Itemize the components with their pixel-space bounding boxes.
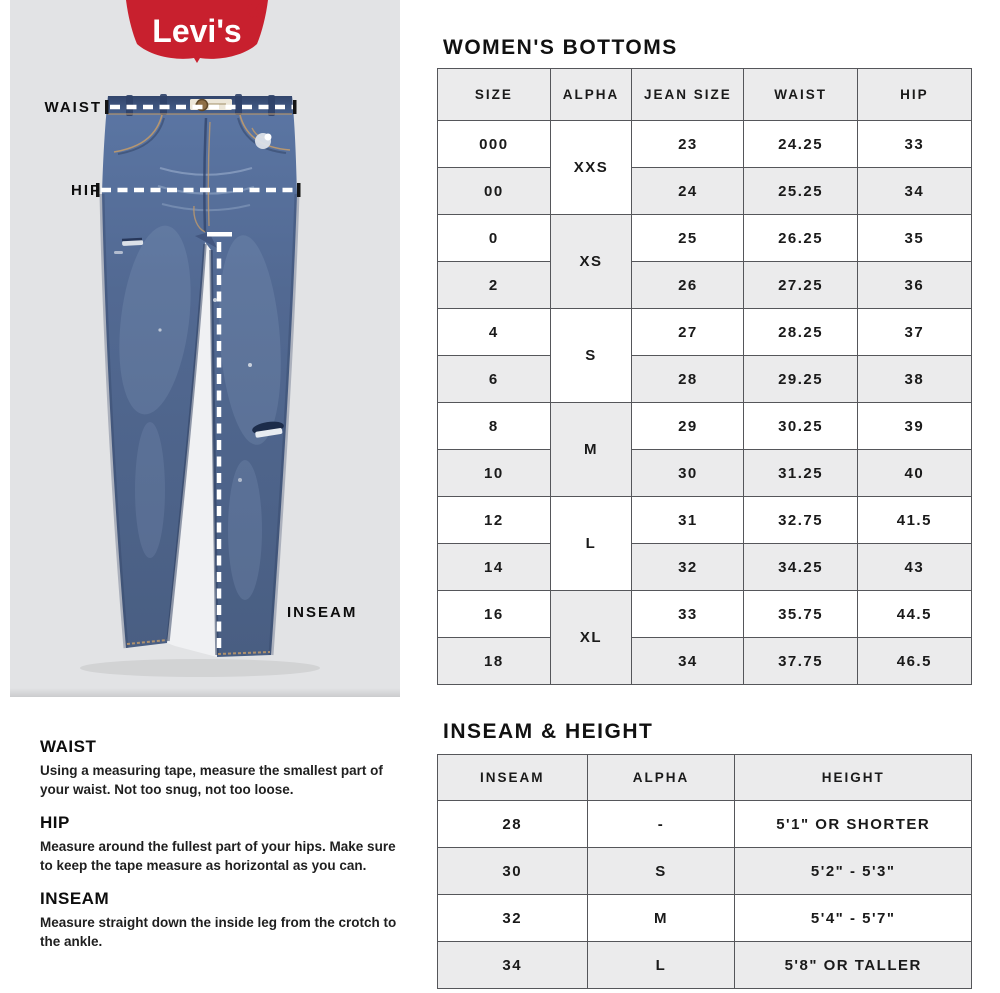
- data-cell: 6: [438, 356, 551, 403]
- registered-mark: ®: [246, 0, 264, 23]
- data-cell: 28: [632, 356, 744, 403]
- data-cell: 34: [857, 168, 971, 215]
- data-cell: 35.75: [744, 591, 857, 638]
- size-row: [438, 497, 972, 544]
- inseam-row: [438, 848, 972, 895]
- data-cell: 40: [857, 450, 971, 497]
- data-cell: 46.5: [857, 638, 971, 685]
- data-cell: 26.25: [744, 215, 857, 262]
- data-cell: 29.25: [744, 356, 857, 403]
- inseam-row: [438, 895, 972, 942]
- inseam-height-table: [437, 754, 972, 989]
- data-cell: S: [587, 848, 735, 895]
- guide-hip-text: Measure around the fullest part of your hips. Make sure to keep the tape measure as horizontal as you can.: [40, 839, 396, 873]
- header-cell: JEAN SIZE: [632, 69, 744, 121]
- header-row: [438, 69, 972, 121]
- womens-bottoms-table: [437, 68, 972, 685]
- data-cell: 30.25: [744, 403, 857, 450]
- alpha-cell: M: [550, 403, 632, 497]
- data-cell: 16: [438, 591, 551, 638]
- data-cell: 32.75: [744, 497, 857, 544]
- data-cell: 12: [438, 497, 551, 544]
- data-cell: 27: [632, 309, 744, 356]
- data-cell: 14: [438, 544, 551, 591]
- data-cell: 31.25: [744, 450, 857, 497]
- size-row: [438, 356, 972, 403]
- data-cell: 41.5: [857, 497, 971, 544]
- header-cell: ALPHA: [550, 69, 632, 121]
- data-cell: 18: [438, 638, 551, 685]
- size-row: [438, 215, 972, 262]
- data-cell: 5'2" - 5'3": [735, 848, 972, 895]
- header-cell: SIZE: [438, 69, 551, 121]
- data-cell: 32: [632, 544, 744, 591]
- guide-waist-text: Using a measuring tape, measure the smallest part of your waist. Not too snug, not too loose.: [40, 763, 383, 797]
- data-cell: 32: [438, 895, 588, 942]
- inseam-label: INSEAM: [287, 604, 358, 621]
- data-cell: 5'4" - 5'7": [735, 895, 972, 942]
- header-row: [438, 755, 972, 801]
- size-row: [438, 544, 972, 591]
- size-row: [438, 168, 972, 215]
- data-cell: 39: [857, 403, 971, 450]
- size-row: [438, 262, 972, 309]
- data-cell: 44.5: [857, 591, 971, 638]
- data-cell: 31: [632, 497, 744, 544]
- data-cell: 34: [632, 638, 744, 685]
- data-cell: 25.25: [744, 168, 857, 215]
- data-cell: 29: [632, 403, 744, 450]
- alpha-cell: L: [550, 497, 632, 591]
- data-cell: 25: [632, 215, 744, 262]
- alpha-cell: XXS: [550, 121, 632, 215]
- data-cell: 38: [857, 356, 971, 403]
- size-row: [438, 121, 972, 168]
- data-cell: 4: [438, 309, 551, 356]
- levis-logo-text: Levi's: [152, 13, 242, 49]
- data-cell: 30: [438, 848, 588, 895]
- data-cell: 5'1" OR SHORTER: [735, 801, 972, 848]
- data-cell: 00: [438, 168, 551, 215]
- data-cell: 23: [632, 121, 744, 168]
- jeans-shadow: [80, 659, 320, 677]
- inseam-row: [438, 942, 972, 989]
- data-cell: 28.25: [744, 309, 857, 356]
- header-cell: ALPHA: [587, 755, 735, 801]
- data-cell: 26: [632, 262, 744, 309]
- data-cell: -: [587, 801, 735, 848]
- size-row: [438, 309, 972, 356]
- data-cell: M: [587, 895, 735, 942]
- data-cell: 27.25: [744, 262, 857, 309]
- alpha-cell: S: [550, 309, 632, 403]
- guide-hip-heading: HIP: [40, 813, 70, 832]
- header-cell: HEIGHT: [735, 755, 972, 801]
- data-cell: 37.75: [744, 638, 857, 685]
- guide-waist-heading: WAIST: [40, 737, 97, 756]
- data-cell: 8: [438, 403, 551, 450]
- levis-batwing-icon: [126, 0, 268, 63]
- size-row: [438, 450, 972, 497]
- data-cell: 000: [438, 121, 551, 168]
- data-cell: 33: [857, 121, 971, 168]
- data-cell: 37: [857, 309, 971, 356]
- data-cell: L: [587, 942, 735, 989]
- data-cell: 34.25: [744, 544, 857, 591]
- alpha-cell: XS: [550, 215, 632, 309]
- data-cell: 24: [632, 168, 744, 215]
- data-cell: 33: [632, 591, 744, 638]
- guide-inseam-text: Measure straight down the inside leg from the crotch to the ankle.: [40, 915, 397, 949]
- data-cell: 2: [438, 262, 551, 309]
- panel-bottom-shadow: [10, 688, 400, 697]
- header-cell: WAIST: [744, 69, 857, 121]
- inseam-row: [438, 801, 972, 848]
- data-cell: 30: [632, 450, 744, 497]
- data-cell: 0: [438, 215, 551, 262]
- data-cell: 36: [857, 262, 971, 309]
- measurement-guide: [40, 737, 412, 965]
- womens-bottoms-title: WOMEN'S BOTTOMS: [443, 36, 678, 59]
- data-cell: 5'8" OR TALLER: [735, 942, 972, 989]
- alpha-cell: XL: [550, 591, 632, 685]
- header-cell: INSEAM: [438, 755, 588, 801]
- size-row: [438, 591, 972, 638]
- inseam-height-title: INSEAM & HEIGHT: [443, 720, 654, 743]
- size-row: [438, 638, 972, 685]
- header-cell: HIP: [857, 69, 971, 121]
- data-cell: 35: [857, 215, 971, 262]
- data-cell: 28: [438, 801, 588, 848]
- data-cell: 34: [438, 942, 588, 989]
- data-cell: 43: [857, 544, 971, 591]
- data-cell: 24.25: [744, 121, 857, 168]
- hip-label: HIP: [70, 182, 102, 199]
- size-row: [438, 403, 972, 450]
- guide-inseam-heading: INSEAM: [40, 889, 110, 908]
- waist-label: WAIST: [44, 99, 102, 116]
- data-cell: 10: [438, 450, 551, 497]
